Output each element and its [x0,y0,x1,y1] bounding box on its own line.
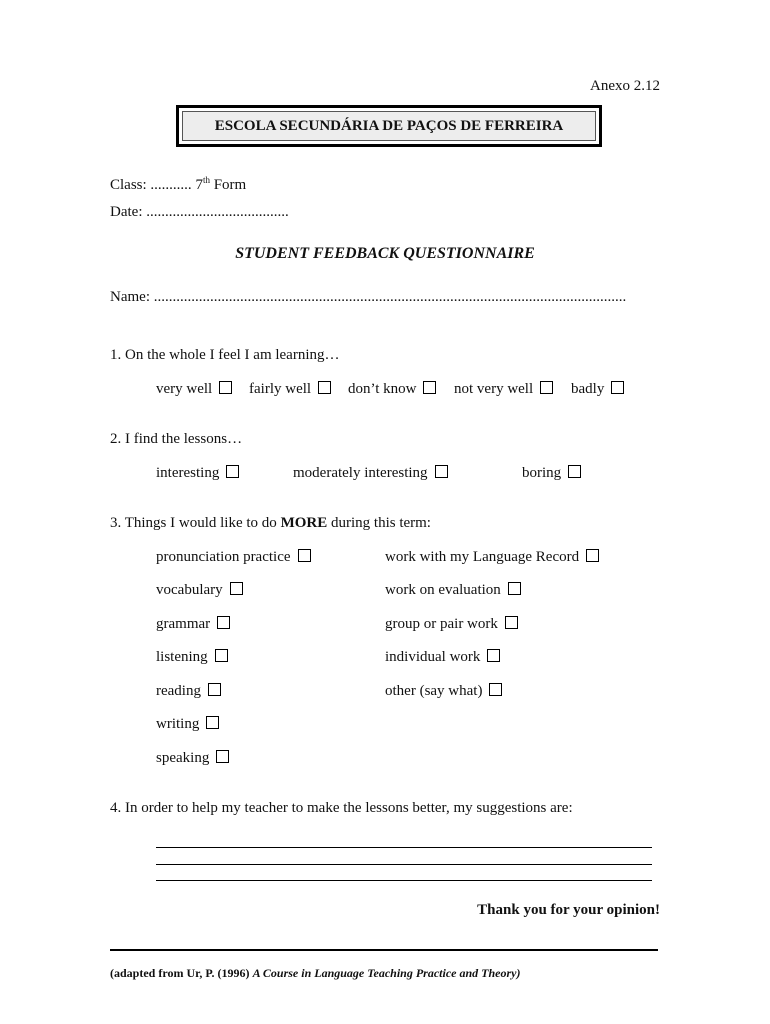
q3-option-pronunciation[interactable] [156,549,311,566]
q3-option-label: writing [156,716,200,732]
date-field: Date: ...................................... [110,204,289,220]
q1-option-very-well[interactable] [156,381,232,398]
source-credit: (adapted from Ur, P. (1996) A Course in Language Teaching Practice and Theory) [110,966,521,980]
q2-option-interesting[interactable] [156,465,239,482]
checkbox[interactable] [489,683,502,696]
q3-option-writing[interactable] [156,716,219,733]
checkbox[interactable] [206,716,219,729]
checkbox[interactable] [505,616,518,629]
checkbox[interactable] [216,750,229,763]
footer-divider [110,949,658,951]
name-field: Name: .............................................................................................................................. [110,289,627,305]
suggestion-line[interactable] [156,864,652,865]
question-2: 2. I find the lessons… [110,431,243,447]
q3-option-label: grammar [156,616,211,632]
q3-option-evaluation[interactable] [385,582,521,599]
checkbox[interactable] [230,582,243,595]
q2-option-label: moderately interesting [293,465,428,481]
checkbox[interactable] [215,649,228,662]
checkbox[interactable] [611,381,624,394]
checkbox[interactable] [298,549,311,562]
q3-option-label: listening [156,649,208,665]
checkbox[interactable] [219,381,232,394]
q3-option-individual-work[interactable] [385,649,500,666]
q2-option-moderately-interesting[interactable] [293,465,448,482]
checkbox[interactable] [423,381,436,394]
checkbox[interactable] [208,683,221,696]
annex-number: Anexo 2.12 [590,78,660,94]
q1-option-label: don’t know [348,381,417,397]
q3-option-label: reading [156,683,201,699]
school-name-box [176,105,602,147]
q1-option-label: very well [156,381,213,397]
class-field [110,177,246,194]
school-name: ESCOLA SECUNDÁRIA DE PAÇOS DE FERREIRA [182,111,596,141]
q3-option-label: speaking [156,750,210,766]
q3-option-speaking[interactable] [156,750,229,767]
checkbox[interactable] [217,616,230,629]
thank-you-note: Thank you for your opinion! [477,902,660,918]
q1-option-label: fairly well [249,381,312,397]
q3-option-language-record[interactable] [385,549,599,566]
q1-option-fairly-well[interactable] [249,381,331,398]
question-1: 1. On the whole I feel I am learning… [110,347,340,363]
q3-option-listening[interactable] [156,649,228,666]
q1-option-label: badly [571,381,605,397]
question-4: 4. In order to help my teacher to make the lessons better, my suggestions are: [110,800,573,816]
q1-option-dont-know[interactable] [348,381,436,398]
q2-option-label: boring [522,465,562,481]
q3-option-label: other (say what) [385,683,483,699]
suggestion-line[interactable] [156,880,652,881]
q3-option-other[interactable] [385,683,502,700]
q3-option-label: work with my Language Record [385,549,580,565]
q3-option-group-pair-work[interactable] [385,616,518,633]
q1-option-label: not very well [454,381,534,397]
q3-option-label: work on evaluation [385,582,501,598]
suggestion-line[interactable] [156,847,652,848]
checkbox[interactable] [226,465,239,478]
q3-option-label: vocabulary [156,582,223,598]
q3-option-label: individual work [385,649,481,665]
q1-option-not-very-well[interactable] [454,381,553,398]
checkbox[interactable] [540,381,553,394]
checkbox[interactable] [487,649,500,662]
q3-option-label: pronunciation practice [156,549,291,565]
q1-option-badly[interactable] [571,381,624,398]
checkbox[interactable] [435,465,448,478]
class-value: 7th Form [195,175,247,193]
class-label: Class: ........... [110,177,192,193]
checkbox[interactable] [508,582,521,595]
q3-option-vocabulary[interactable] [156,582,243,599]
questionnaire-title: STUDENT FEEDBACK QUESTIONNAIRE [235,245,535,262]
q3-option-grammar[interactable] [156,616,230,633]
checkbox[interactable] [568,465,581,478]
q3-option-label: group or pair work [385,616,498,632]
checkbox[interactable] [318,381,331,394]
checkbox[interactable] [586,549,599,562]
q2-option-label: interesting [156,465,220,481]
q3-option-reading[interactable] [156,683,221,700]
q2-option-boring[interactable] [522,465,581,482]
question-3: 3. Things I would like to do MORE during this term: [110,515,431,531]
